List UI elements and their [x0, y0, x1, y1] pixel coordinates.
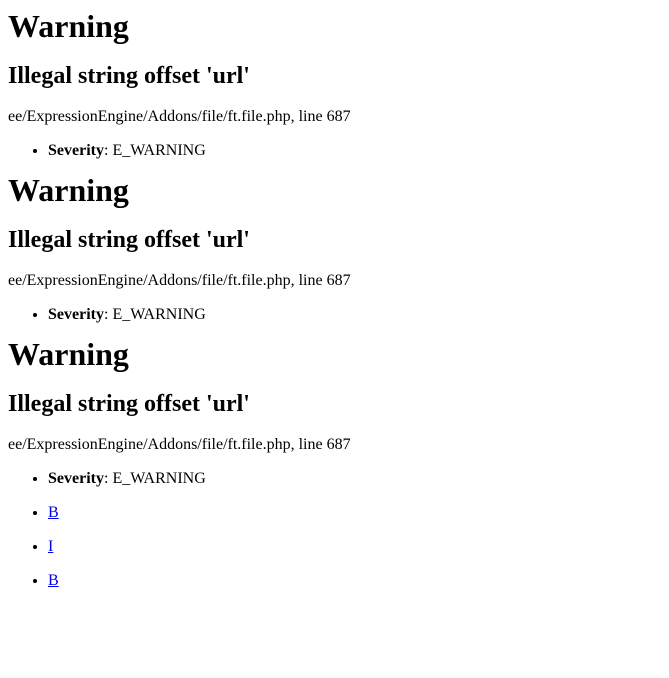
severity-label: Severity [48, 142, 104, 159]
warning-heading: Warning [8, 172, 129, 208]
link-b-1[interactable]: B [48, 504, 59, 521]
severity-value: E_WARNING [112, 470, 206, 487]
link-b-2[interactable]: B [48, 572, 59, 589]
severity-label: Severity [48, 470, 104, 487]
link-item [48, 538, 661, 556]
warning-heading: Warning [8, 8, 129, 44]
warning-location: ee/ExpressionEngine/Addons/file/ft.file.php, line 687 [8, 436, 351, 453]
warning-details-list [8, 470, 661, 590]
severity-label: Severity [48, 306, 104, 323]
warning-heading: Warning [8, 336, 129, 372]
warning-details-list [8, 306, 661, 324]
warning-location: ee/ExpressionEngine/Addons/file/ft.file.php, line 687 [8, 272, 351, 289]
warning-details-list [8, 142, 661, 160]
severity-separator: : [103, 470, 113, 487]
link-item [48, 504, 661, 522]
warning-message: Illegal string offset 'url' [8, 391, 250, 417]
warning-block-2 [8, 174, 661, 324]
severity-item [48, 142, 661, 160]
severity-separator: : [103, 306, 113, 323]
warning-message: Illegal string offset 'url' [8, 63, 250, 89]
severity-value: E_WARNING [112, 142, 206, 159]
warning-location: ee/ExpressionEngine/Addons/file/ft.file.php, line 687 [8, 108, 351, 125]
severity-value: E_WARNING [112, 306, 206, 323]
warning-block-1 [8, 10, 661, 160]
link-item [48, 572, 661, 590]
link-i[interactable]: I [48, 538, 54, 555]
severity-item [48, 306, 661, 324]
warning-message: Illegal string offset 'url' [8, 227, 250, 253]
warning-block-3 [8, 338, 661, 590]
severity-separator: : [103, 142, 113, 159]
severity-item [48, 470, 661, 488]
